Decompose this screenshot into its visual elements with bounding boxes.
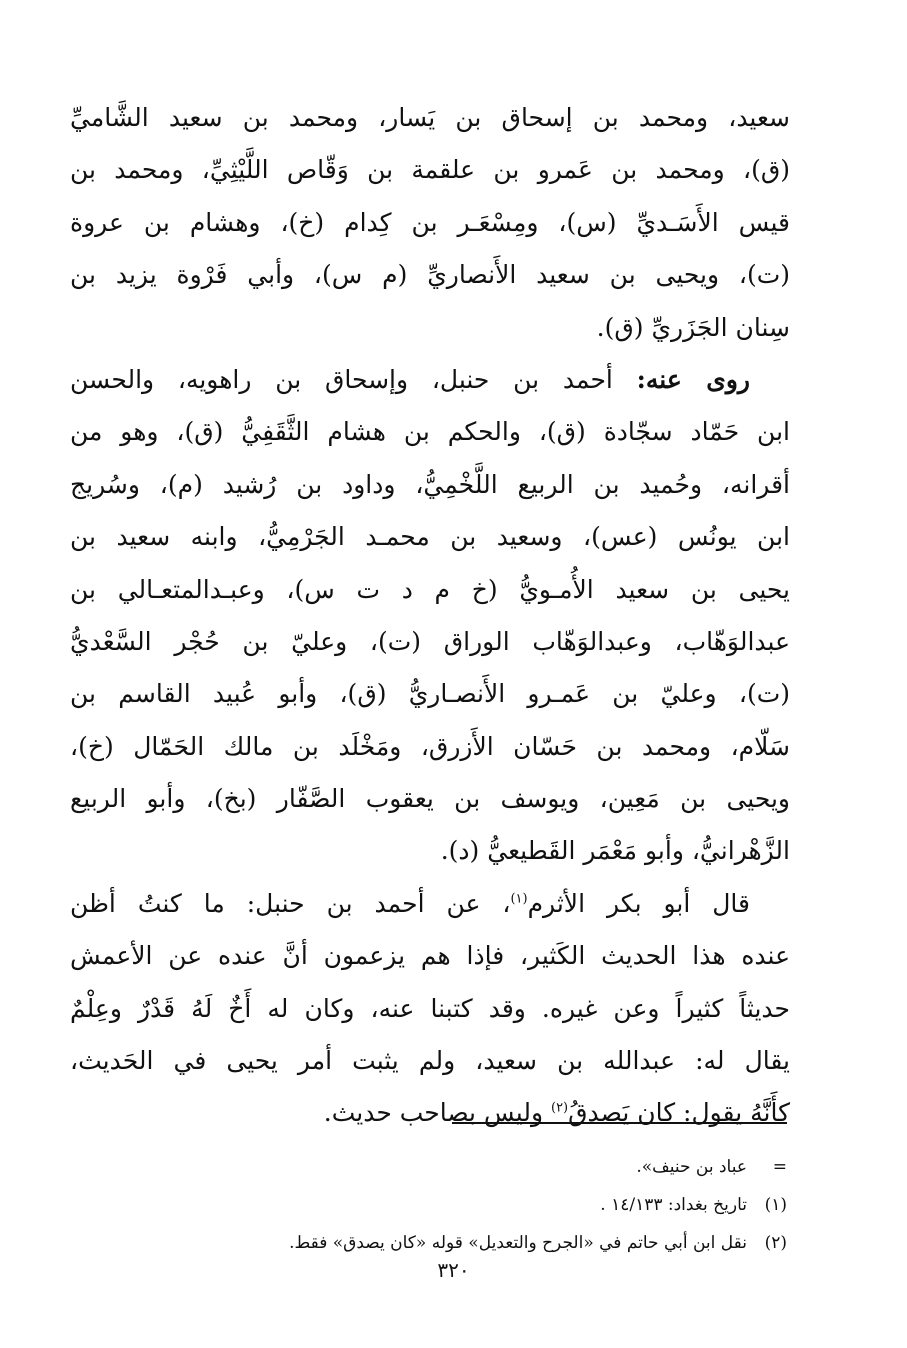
text-line: يقال له: عبدالله بن سعيد، ولم يثبت أمر يحيى في الحَديث،	[70, 1046, 790, 1076]
footnote-text: نقل ابن أبي حاتم في «الجرح والتعديل» قوله «كان يصدق» فقط.	[289, 1233, 747, 1253]
text-line: (ت)، وعليّ بن عَمـرو الأَنصـاريُّ (ق)، وأبو عُبيد القاسم بن	[70, 679, 790, 709]
text-span: أحمد بن حنبل، وإسحاق بن راهويه، والحسن	[70, 364, 637, 394]
footnote-text: عباد بن حنيف».	[636, 1157, 747, 1177]
footnote-continuation	[187, 1148, 787, 1186]
footnote-marker: =	[772, 1157, 787, 1177]
footnote-marker: (٢)	[764, 1233, 787, 1253]
text-span: ، عن أحمد بن حنبل: ما كنتُ أظن	[70, 888, 511, 918]
narrators-heading-line	[70, 354, 790, 406]
text-line: يحيى بن سعيد الأُمـويُّ (خ م د ت س)، وعبـدالمتعـالي بن	[70, 574, 790, 604]
text-line: ويحيى بن مَعِين، ويوسف بن يعقوب الصَّفّار (بخ)، وأبو الربيع	[70, 784, 790, 814]
text-span: كأَنَّهُ يقول: كان يَصدقُ	[568, 1098, 790, 1128]
text-line: الزَّهْرانيُّ، وأبو مَعْمَر القَطيعيُّ (د).	[440, 836, 790, 866]
text-line: عبدالوَهّاب، وعبدالوَهّاب الوراق (ت)، وعليّ بن حُجْر السَّعْديُّ	[70, 626, 790, 656]
footnote-1	[187, 1186, 787, 1224]
text-line: قيس الأَسَـديِّ (س)، ومِسْعَـر بن كِدام (خ)، وهشام بن عروة	[70, 207, 790, 237]
footnote-marker: (١)	[764, 1195, 787, 1215]
text-line: ابن يونُس (عس)، وسعيد بن محمـد الجَرْمِيُّ، وابنه سعيد بن	[70, 522, 790, 552]
text-line: (ت)، ويحيى بن سعيد الأَنصاريِّ (م س)، وأبي فَرْوة يزيد بن	[70, 260, 790, 290]
text-line: سعيد، ومحمد بن إسحاق بن يَسار، ومحمد بن سعيد الشَّاميِّ	[70, 103, 790, 132]
footnote-text: تاريخ بغداد: ١٤/١٣٣ .	[600, 1195, 747, 1215]
narrated-from-him-label: روى عنه:	[636, 364, 750, 394]
text-span: قال أبو بكر الأثرم	[527, 888, 750, 918]
text-line: عنده هذا الحديث الكَثير، فإذا هم يزعمون أنَّ عنده عن الأعمش	[70, 941, 790, 971]
page-number: ٣٢٠	[437, 1258, 470, 1282]
main-text	[70, 92, 790, 1140]
text-line	[70, 1087, 790, 1139]
footnote-ref-2[interactable]: (٢)	[550, 1101, 569, 1117]
text-line: حديثاً كثيراً وعن غيره. وقد كتبنا عنه، وكان له أَخٌ لَهُ قَدْرٌ وعِلْمٌ	[70, 993, 790, 1023]
text-line: (ق)، ومحمد بن عَمرو بن علقمة بن وَقّاص اللَّيْثِيِّ، ومحمد بن	[70, 155, 790, 185]
footnote-2	[187, 1224, 787, 1262]
text-line: سِنان الجَزَريِّ (ق).	[596, 312, 790, 342]
text-line: أقرانه، وحُميد بن الربيع اللَّخْمِيُّ، وداود بن رُشيد (م)، وسُريج	[70, 469, 790, 499]
text-line: سَلّام، ومحمد بن حَسّان الأَزرق، ومَخْلَد بن مالك الحَمّال (خ)،	[70, 731, 790, 761]
text-span: وليس بصاحب حديث.	[323, 1098, 551, 1128]
text-line: ابن حَمّاد سجّادة (ق)، والحكم بن هشام الثَّقَفِيُّ (ق)، وهو من	[70, 417, 790, 447]
footnotes	[187, 1148, 787, 1262]
footnote-ref-1[interactable]: (١)	[510, 891, 528, 907]
footnote-divider	[452, 1122, 787, 1124]
text-line	[70, 878, 790, 930]
